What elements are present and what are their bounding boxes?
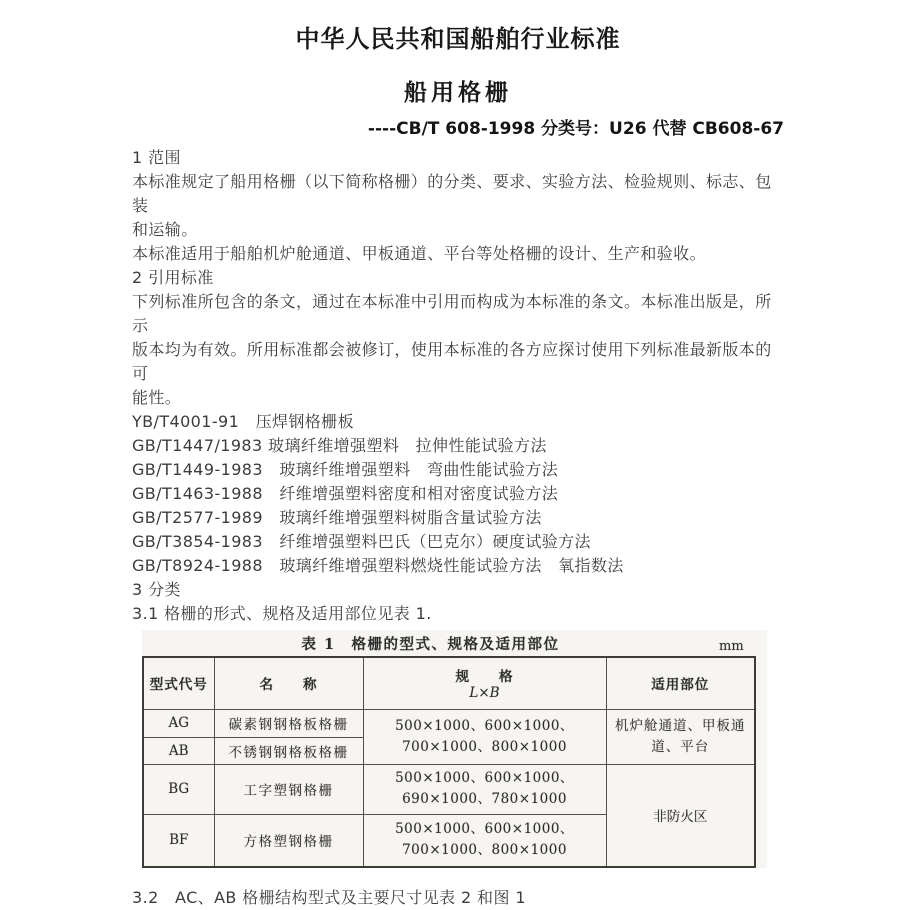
- section-heading-scope: 1 范围: [132, 148, 181, 167]
- cell-bg-code: BG: [143, 764, 214, 814]
- cell-ag-name: 碳素钢钢格板格栅: [214, 709, 363, 737]
- body-line: 下列标准所包含的条文，通过在本标准中引用而构成为本标准的条文。本标准出版是，所示: [132, 292, 772, 335]
- document-subtitle: 船用格栅: [404, 80, 512, 106]
- body-line: 本标准规定了船用格栅（以下简称格栅）的分类、要求、实验方法、检验规则、标志、包装: [132, 172, 772, 215]
- table-caption-row: [142, 630, 767, 656]
- header-cell-name: 名 称: [214, 657, 363, 709]
- cell-ab-name: 不锈钢钢格板格栅: [214, 737, 363, 764]
- unit-label: mm: [719, 639, 744, 654]
- spec-line: 700×1000、800×1000: [402, 738, 567, 755]
- cell-bg-bf-application: 非防火区: [606, 764, 755, 867]
- reference-line: GB/T3854-1983 纤维增强塑料巴氏（巴克尔）硬度试验方法: [132, 532, 591, 551]
- table-1-gratings: [142, 656, 756, 868]
- reference-line: GB/T8924-1988 玻璃纤维增强塑料燃烧性能试验方法 氧指数法: [132, 556, 624, 575]
- table-row-ag: [143, 709, 755, 737]
- reference-line: GB/T1463-1988 纤维增强塑料密度和相对密度试验方法: [132, 484, 559, 503]
- cell-bg-spec: [363, 764, 606, 814]
- cell-ag-ab-application: 机炉舱通道、甲板通道、平台: [606, 709, 755, 764]
- cell-bf-spec: [363, 814, 606, 867]
- header-cell-application: 适用部位: [606, 657, 755, 709]
- spec-line: 700×1000、800×1000: [402, 842, 567, 859]
- header-cell-code: 型式代号: [143, 657, 214, 709]
- document-body: [132, 146, 784, 626]
- cell-ab-code: AB: [143, 737, 214, 764]
- section-heading-classification: 3 分类: [132, 580, 181, 599]
- cell-bf-code: BF: [143, 814, 214, 867]
- reference-line: YB/T4001-91 压焊钢格栅板: [132, 412, 354, 431]
- body-line: 版本均为有效。所用标准都会被修订，使用本标准的各方应探讨使用下列标准最新版本的可: [132, 340, 772, 383]
- spec-line: 690×1000、780×1000: [402, 791, 567, 807]
- body-line: 能性。: [132, 388, 182, 407]
- cell-bf-name: 方格塑钢格栅: [214, 814, 363, 867]
- header-spec-title: 规 格: [455, 669, 514, 686]
- table-row-bg: [143, 764, 755, 814]
- body-line: 和运输。: [132, 220, 198, 239]
- section-heading-references: 2 引用标准: [132, 268, 214, 287]
- spec-line: 500×1000、600×1000、: [395, 770, 574, 786]
- section-3-2-line: 3.2 AC、AB 格栅结构型式及主要尺寸见表 2 和图 1: [132, 888, 526, 907]
- spec-line: 500×1000、600×1000、: [395, 717, 574, 734]
- cell-bg-name: 工字塑钢格栅: [214, 764, 363, 814]
- spec-line: 500×1000、600×1000、: [395, 821, 574, 838]
- body-line: 3.1 格栅的形式、规格及适用部位见表 1.: [132, 604, 432, 623]
- header-spec-sub: L×B: [469, 685, 500, 702]
- document-title: 中华人民共和国船舶行业标准: [295, 25, 621, 53]
- table-caption: 表 1 格栅的型式、规格及适用部位: [301, 636, 560, 653]
- body-line: 本标准适用于船舶机炉舱通道、甲板通道、平台等处格栅的设计、生产和验收。: [132, 244, 707, 263]
- reference-line: GB/T1447/1983 玻璃纤维增强塑料 拉伸性能试验方法: [132, 436, 547, 455]
- cell-ag-code: AG: [143, 709, 214, 737]
- reference-line: GB/T2577-1989 玻璃纤维增强塑料树脂含量试验方法: [132, 508, 542, 527]
- table-header-row: [143, 657, 755, 709]
- reference-line: GB/T1449-1983 玻璃纤维增强塑料 弯曲性能试验方法: [132, 460, 559, 479]
- standard-number-line: ----CB/T 608-1998 分类号：U26 代替 CB608-67: [367, 119, 784, 139]
- document-content: [132, 0, 784, 910]
- cell-ag-ab-spec: [363, 709, 606, 764]
- header-cell-spec: [363, 657, 606, 709]
- scanned-table-region: [142, 630, 767, 868]
